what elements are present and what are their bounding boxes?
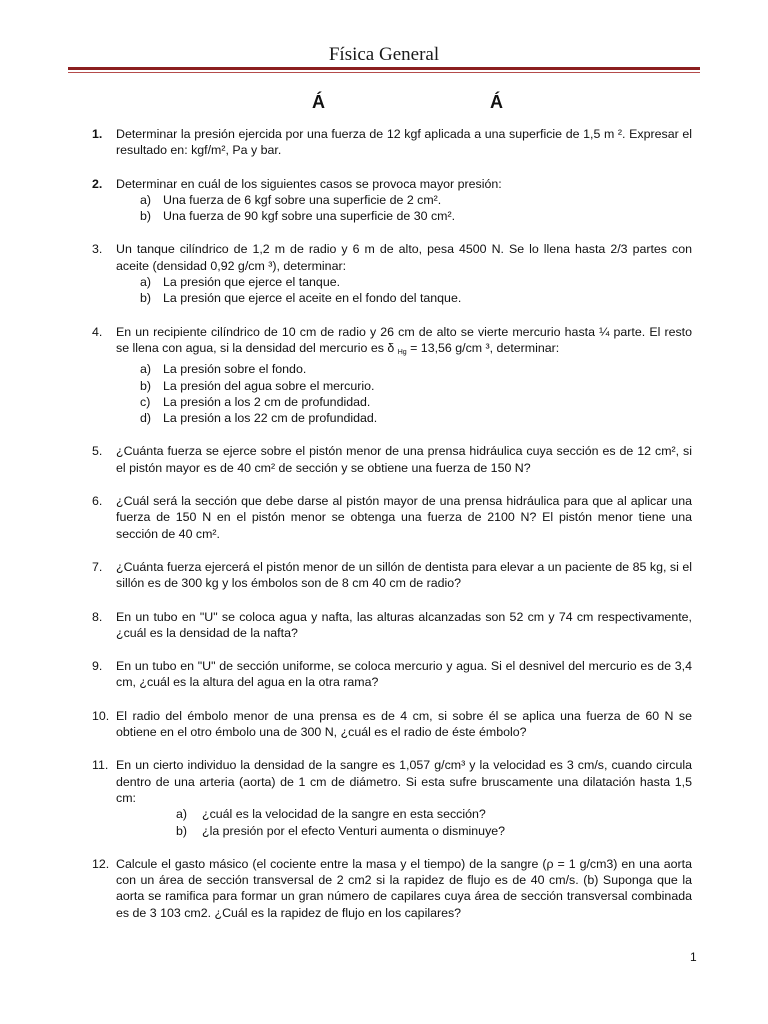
- section-title-right-glyph: Á: [490, 92, 503, 112]
- page-number: 1: [690, 950, 697, 964]
- problem-text: [116, 324, 692, 362]
- problem-number: 9.: [92, 659, 103, 674]
- problem-item: [92, 609, 692, 642]
- problem-number: 3.: [92, 242, 103, 257]
- sub-question-label: b): [140, 378, 152, 393]
- problem-item: [92, 126, 692, 159]
- problem-item: [92, 443, 692, 476]
- problem-number: 11.: [92, 758, 109, 773]
- sub-question: [116, 208, 692, 224]
- sub-question-label: c): [140, 394, 151, 409]
- sub-question-label: b): [140, 291, 152, 306]
- problem-item: [92, 757, 692, 838]
- problem-text: En un tubo en "U" de sección uniforme, se coloca mercurio y agua. Si el desnivel del mercurio es de 3,4 cm, ¿cuál es la altura del agua en la otra rama?: [116, 659, 692, 690]
- sub-question-label: b): [176, 823, 188, 838]
- problem-number: 12.: [92, 856, 110, 871]
- sub-question-list: [116, 806, 692, 839]
- sub-question-label: a): [140, 275, 152, 290]
- sub-question-text: La presión que ejerce el tanque.: [163, 275, 341, 290]
- section-title: [0, 92, 768, 116]
- sub-question: [116, 361, 692, 377]
- sub-question-label: b): [140, 209, 152, 224]
- sub-question-label: a): [140, 192, 152, 207]
- sub-question-text: Una fuerza de 90 kgf sobre una superficie de 30 cm².: [163, 209, 456, 224]
- sub-question-label: a): [176, 807, 188, 822]
- problem-text: En un cierto individuo la densidad de la sangre es 1,057 g/cm³ y la velocidad es 3 cm/s, cuando circula dentro de una arteria (aorta) de 1 cm de diámetro. Si esta sufre bruscamente una dilatación hasta 1,5 cm:: [116, 758, 692, 805]
- problem-item: [92, 241, 692, 306]
- problem-text: ¿Cuánta fuerza ejercerá el pistón menor de un sillón de dentista para elevar a un paciente de 85 kg, si el sillón es de 300 kg y los émbolos son de 8 cm 40 cm de radio?: [116, 559, 692, 591]
- problem-number: 8.: [92, 609, 103, 624]
- sub-question: [116, 410, 692, 426]
- sub-question: [116, 274, 692, 290]
- problem-text: Determinar en cuál de los siguientes casos se provoca mayor presión:: [116, 176, 502, 191]
- sub-question: [116, 823, 692, 839]
- problem-text: El radio del émbolo menor de una prensa es de 4 cm, si sobre él se aplica una fuerza de 60 N se obtiene en el otro émbolo una de 300 N, ¿cuál es el radio de éste émbolo?: [116, 708, 692, 740]
- problem-text: Calcule el gasto másico (el cociente entre la masa y el tiempo) de la sangre (ρ = 1 g/cm3) en una aorta con un área de sección transversal de 2 cm2 si la rapidez de flujo es de 40 cm/s. (b) Suponga que la aorta se ramifica para formar un gran número de capilares cuya área de sección transversal combinada es de 3 103 cm2. ¿Cuál es la rapidez de flujo en los capilares?: [116, 856, 692, 920]
- page-header-title: Física General: [328, 44, 440, 65]
- problem-number: 7.: [92, 559, 103, 574]
- sub-question-text: La presión a los 22 cm de profundidad.: [163, 411, 378, 426]
- sub-question-list: [116, 192, 692, 225]
- sub-question-text: La presión del agua sobre el mercurio.: [163, 378, 375, 393]
- header-rule-thin: [68, 72, 700, 73]
- problem-text: Determinar la presión ejercida por una fuerza de 12 kgf aplicada a una superficie de 1,5 m ². Expresar el resultado en: kgf/m², Pa y bar.: [116, 127, 692, 158]
- sub-question-list: [116, 274, 692, 307]
- problem-item: [92, 176, 692, 225]
- sub-question-text: Una fuerza de 6 kgf sobre una superficie de 2 cm².: [163, 192, 442, 207]
- sub-question: [116, 192, 692, 208]
- sub-question-text: La presión a los 2 cm de profundidad.: [163, 394, 371, 409]
- sub-question-text: La presión que ejerce el aceite en el fondo del tanque.: [163, 291, 462, 306]
- problem-list: [92, 126, 692, 938]
- problem-item: [92, 658, 692, 691]
- header-rule-thick: [68, 67, 700, 70]
- problem-text: ¿Cuánta fuerza se ejerce sobre el pistón menor de una prensa hidráulica cuya sección es de 12 cm², si el pistón mayor es de 40 cm² de sección y se obtiene una fuerza de 150 N?: [116, 444, 692, 475]
- sub-question: [116, 378, 692, 394]
- section-title-left-glyph: Á: [312, 92, 325, 112]
- problem-text: En un tubo en "U" se coloca agua y nafta, las alturas alcanzadas son 52 cm y 74 cm respectivamente, ¿cuál es la densidad de la nafta?: [116, 609, 692, 640]
- sub-question-label: a): [140, 362, 152, 377]
- problem-number: 6.: [92, 494, 103, 509]
- problem-number: 4.: [92, 324, 103, 339]
- problem-text-part: = 13,56 g/cm ³, determinar:: [406, 340, 560, 355]
- sub-question-label: d): [140, 411, 152, 426]
- problem-text: ¿Cuál será la sección que debe darse al pistón mayor de una prensa hidráulica para que al aplicar una fuerza de 150 N en el pistón menor se obtenga una fuerza de 2100 N? El pistón menor tiene una sección de 40 cm².: [116, 494, 692, 541]
- problem-item: [92, 708, 692, 741]
- problem-number: 5.: [92, 444, 103, 459]
- sub-question: [116, 806, 692, 822]
- sub-question: [116, 394, 692, 410]
- problem-item: [92, 559, 692, 592]
- problem-item: [92, 324, 692, 427]
- problem-item: [92, 493, 692, 542]
- sub-question: [116, 290, 692, 306]
- problem-text-part: En un recipiente cilíndrico de 10 cm de radio y 26 cm de alto se vierte mercurio hasta ¼ parte. El resto se llena con agua, si la densidad del mercurio es δ: [116, 324, 692, 355]
- problem-item: [92, 856, 692, 921]
- sub-question-text: ¿cuál es la velocidad de la sangre en esta sección?: [202, 807, 486, 822]
- problem-number: 10.: [92, 708, 110, 723]
- problem-number: 1.: [92, 127, 103, 141]
- mercury-subscript: Hg: [397, 348, 407, 356]
- sub-question-text: ¿la presión por el efecto Venturi aumenta o disminuye?: [202, 823, 506, 838]
- sub-question-text: La presión sobre el fondo.: [163, 362, 307, 377]
- sub-question-list: [116, 361, 692, 426]
- problem-number: 2.: [92, 176, 103, 191]
- problem-text: Un tanque cilíndrico de 1,2 m de radio y 6 m de alto, pesa 4500 N. Se lo llena hasta 2/3 partes con aceite (densidad 0,92 g/cm ³), determinar:: [116, 242, 692, 273]
